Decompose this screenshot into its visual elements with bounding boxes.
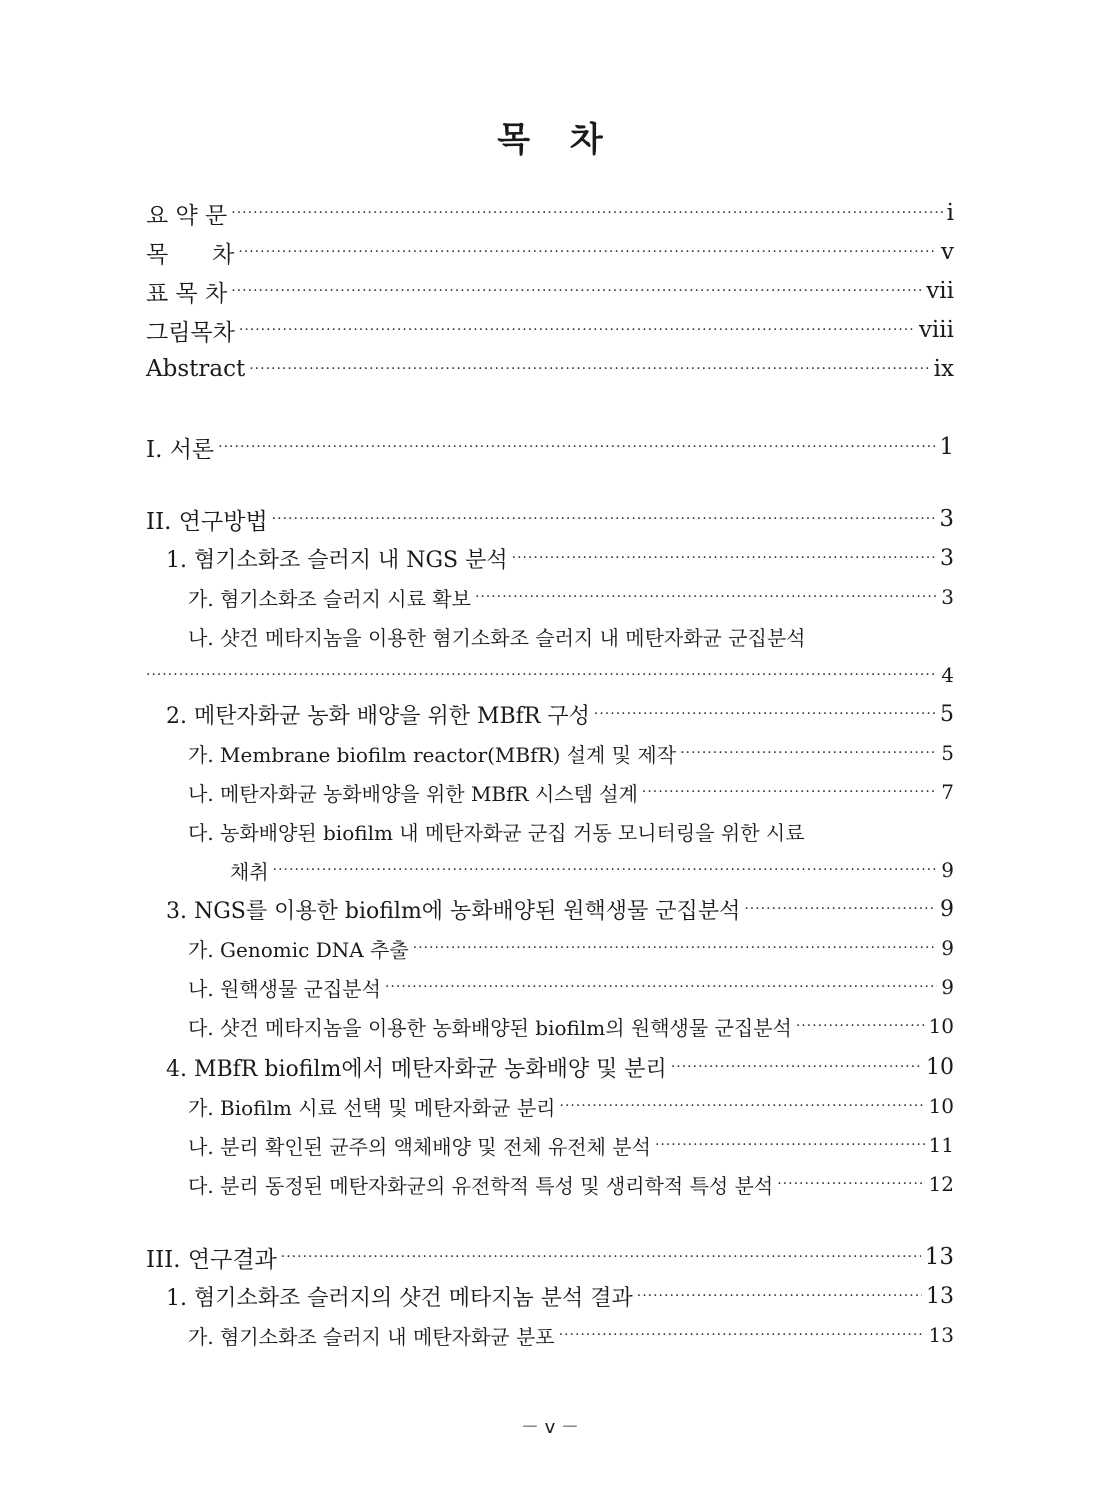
toc-label: 1. 혐기소화조 슬러지의 샷건 메타지놈 분석 결과 bbox=[166, 1285, 633, 1311]
toc-label: 가. Biofilm 시료 선택 및 메탄자화균 분리 bbox=[188, 1095, 556, 1120]
toc-label: 가. Membrane biofilm reactor(MBfR) 설계 및 제작 bbox=[188, 742, 677, 767]
toc-label: 다. 농화배양된 biofilm 내 메탄자화균 군집 거동 모니터링을 위한 시료 bbox=[188, 820, 805, 845]
toc-label: 1. 혐기소화조 슬러지 내 NGS 분석 bbox=[166, 547, 508, 573]
toc-page: 10 bbox=[928, 1014, 954, 1038]
page-title: 목 차 bbox=[497, 120, 617, 160]
toc-page: 3 bbox=[939, 506, 954, 532]
dot-leader bbox=[680, 745, 937, 761]
toc-label: 가. 혐기소화조 슬러지 시료 확보 bbox=[188, 586, 471, 611]
toc-row-abstract[interactable] bbox=[146, 352, 954, 386]
toc-row-contents[interactable] bbox=[146, 235, 954, 269]
toc-page: 12 bbox=[928, 1172, 954, 1196]
toc-label: 요 약 문 bbox=[146, 202, 228, 229]
toc-page: 13 bbox=[924, 1244, 954, 1270]
toc-label: II. 연구방법 bbox=[146, 508, 268, 535]
toc-page: 9 bbox=[941, 936, 954, 960]
toc-row-section[interactable] bbox=[166, 1050, 954, 1084]
dot-leader bbox=[475, 589, 937, 605]
toc-row-summary[interactable] bbox=[146, 196, 954, 230]
dot-leader bbox=[671, 1059, 922, 1075]
dot-leader bbox=[231, 205, 942, 221]
toc-label: 채취 bbox=[230, 859, 269, 884]
toc-label: 나. 분리 확인된 균주의 액체배양 및 전체 유전체 분석 bbox=[188, 1134, 651, 1159]
toc-row-subsection[interactable] bbox=[188, 1009, 954, 1043]
toc-page: 13 bbox=[926, 1283, 954, 1309]
toc-label: 그림목차 bbox=[146, 319, 235, 346]
dot-leader bbox=[560, 1098, 925, 1114]
dot-leader bbox=[273, 862, 938, 878]
toc-row-chapter-3[interactable] bbox=[146, 1240, 954, 1274]
dot-leader bbox=[385, 979, 937, 995]
toc-row-subsection[interactable] bbox=[188, 1089, 954, 1123]
dot-leader bbox=[238, 244, 937, 260]
dot-leader bbox=[218, 439, 935, 455]
toc-label: III. 연구결과 bbox=[146, 1246, 277, 1273]
dot-leader bbox=[744, 901, 936, 917]
toc-label: 다. 샷건 메타지놈을 이용한 농화배양된 biofilm의 원핵생물 군집분석 bbox=[188, 1015, 792, 1040]
dot-leader bbox=[146, 667, 937, 683]
toc-page: 9 bbox=[941, 975, 954, 999]
toc-row-section[interactable] bbox=[166, 892, 954, 926]
toc-page: 1 bbox=[939, 434, 954, 460]
toc-label: I. 서론 bbox=[146, 436, 215, 463]
dot-leader bbox=[413, 940, 938, 956]
toc-page: i bbox=[946, 200, 954, 226]
dot-leader bbox=[655, 1137, 925, 1153]
toc-row-section[interactable] bbox=[166, 697, 954, 731]
toc-label: 나. 샷건 메타지놈을 이용한 혐기소화조 슬러지 내 메탄자화균 군집분석 bbox=[188, 625, 806, 650]
toc-label: 가. 혐기소화조 슬러지 내 메탄자화균 분포 bbox=[188, 1324, 555, 1349]
toc-page: 5 bbox=[941, 741, 954, 765]
toc-label: 다. 분리 동정된 메탄자화균의 유전학적 특성 및 생리학적 특성 분석 bbox=[188, 1173, 774, 1198]
toc-label: 나. 메탄자화균 농화배양을 위한 MBfR 시스템 설계 bbox=[188, 781, 638, 806]
toc-label: 목 차 bbox=[146, 241, 235, 268]
toc-row-subsection-leader[interactable] bbox=[146, 658, 954, 692]
toc-row-subsection[interactable] bbox=[188, 931, 954, 965]
toc-page: 10 bbox=[928, 1094, 954, 1118]
dot-leader bbox=[231, 283, 922, 299]
toc-row-subsection[interactable] bbox=[188, 970, 954, 1004]
toc-row-section[interactable] bbox=[166, 541, 954, 575]
toc-row-subsection-wrapped-line[interactable] bbox=[188, 814, 954, 848]
dot-leader bbox=[777, 1176, 924, 1192]
page-number: － v － bbox=[520, 1417, 580, 1438]
dot-leader bbox=[796, 1018, 925, 1034]
toc-row-chapter-1[interactable] bbox=[146, 430, 954, 464]
toc-page: v bbox=[941, 239, 954, 265]
dot-leader bbox=[642, 784, 937, 800]
toc-page: 7 bbox=[941, 780, 954, 804]
dot-leader bbox=[512, 550, 936, 566]
toc-label: 가. Genomic DNA 추출 bbox=[188, 937, 409, 962]
toc-row-subsection[interactable] bbox=[188, 1318, 954, 1352]
dot-leader bbox=[281, 1249, 921, 1265]
toc-label: 2. 메탄자화균 농화 배양을 위한 MBfR 구성 bbox=[166, 703, 590, 729]
toc-page: 10 bbox=[926, 1054, 954, 1080]
toc-page: 4 bbox=[941, 663, 954, 687]
dot-leader bbox=[249, 361, 929, 377]
toc-page: 3 bbox=[941, 585, 954, 609]
toc-label: 표 목 차 bbox=[146, 280, 228, 307]
toc-row-chapter-2[interactable] bbox=[146, 502, 954, 536]
toc-page: ix bbox=[933, 356, 954, 382]
toc-row-subsection[interactable] bbox=[188, 1128, 954, 1162]
toc-page: 5 bbox=[940, 701, 954, 727]
toc-page: viii bbox=[918, 317, 954, 343]
toc-label: 4. MBfR biofilm에서 메탄자화균 농화배양 및 분리 bbox=[166, 1056, 667, 1082]
toc-row-subsection-continued[interactable] bbox=[230, 853, 954, 887]
dot-leader bbox=[594, 706, 936, 722]
toc-row-subsection[interactable] bbox=[188, 736, 954, 770]
toc-row-list-of-figures[interactable] bbox=[146, 313, 954, 347]
toc-row-subsection-wrapped-line[interactable] bbox=[188, 619, 954, 653]
toc-row-list-of-tables[interactable] bbox=[146, 274, 954, 308]
toc-label: 나. 원핵생물 군집분석 bbox=[188, 976, 381, 1001]
toc-label: Abstract bbox=[146, 356, 246, 382]
dot-leader bbox=[272, 511, 936, 527]
toc-row-subsection[interactable] bbox=[188, 1167, 954, 1201]
toc-row-section[interactable] bbox=[166, 1279, 954, 1313]
toc-page: 9 bbox=[941, 858, 954, 882]
toc-page: 3 bbox=[940, 545, 954, 571]
dot-leader bbox=[637, 1288, 922, 1304]
toc-label: 3. NGS를 이용한 biofilm에 농화배양된 원핵생물 군집분석 bbox=[166, 898, 741, 924]
toc-page: 13 bbox=[928, 1323, 954, 1347]
toc-page: 11 bbox=[928, 1133, 954, 1157]
toc-row-subsection[interactable] bbox=[188, 775, 954, 809]
toc-page: vii bbox=[926, 278, 954, 304]
toc-row-subsection[interactable] bbox=[188, 580, 954, 614]
dot-leader bbox=[559, 1327, 925, 1343]
dot-leader bbox=[239, 322, 915, 338]
toc-page: 9 bbox=[940, 896, 954, 922]
